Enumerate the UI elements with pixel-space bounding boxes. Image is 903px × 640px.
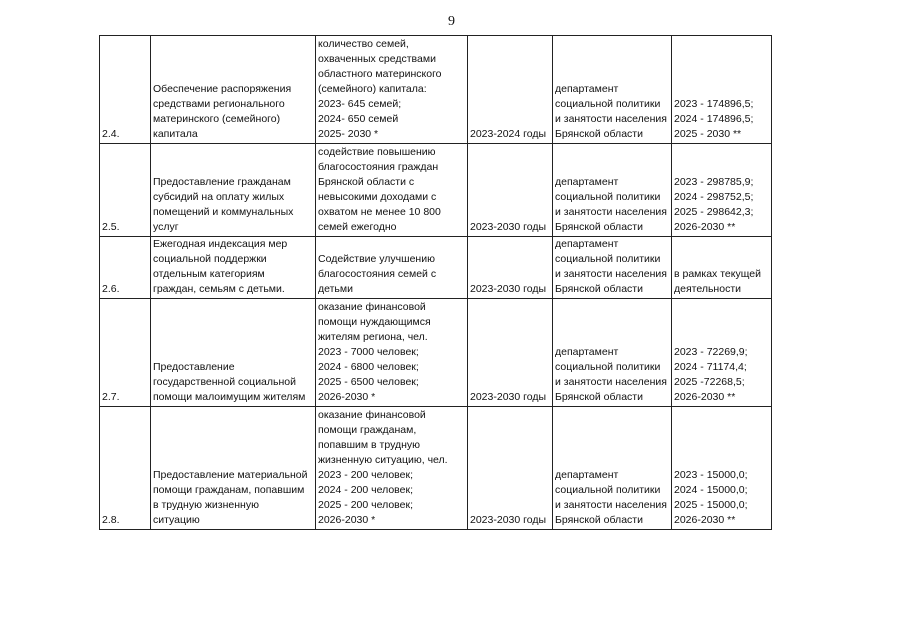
table-row [100, 407, 772, 530]
row-number: 2.6. [100, 237, 151, 299]
responsible: департамент социальной политики и занятости населения Брянской области [553, 299, 672, 407]
period: 2023-2024 годы [468, 36, 553, 144]
measure-name: Обеспечение распоряжения средствами регионального материнского (семейного) капитала [151, 36, 316, 144]
row-number: 2.5. [100, 144, 151, 237]
indicator: оказание финансовой помощи нуждающимся жителям региона, чел. 2023 - 7000 человек; 2024 - 6800 человек; 2025 - 6500 человек; 2026-2030 * [316, 299, 468, 407]
measures-table [99, 35, 772, 530]
row-number: 2.8. [100, 407, 151, 530]
indicator: Содействие улучшению благосостояния семей с детьми [316, 237, 468, 299]
period: 2023-2030 годы [468, 407, 553, 530]
measure-name: Предоставление государственной социальной помощи малоимущим жителям [151, 299, 316, 407]
page-number: 9 [448, 14, 455, 29]
period: 2023-2030 годы [468, 144, 553, 237]
row-number: 2.7. [100, 299, 151, 407]
table-row [100, 237, 772, 299]
measure-name: Предоставление гражданам субсидий на оплату жилых помещений и коммунальных услуг [151, 144, 316, 237]
indicator: содействие повышению благосостояния граждан Брянской области с невысокими доходами с охватом не менее 10 800 семей ежегодно [316, 144, 468, 237]
responsible: департамент социальной политики и занятости населения Брянской области [553, 144, 672, 237]
indicator: количество семей, охваченных средствами областного материнского (семейного) капитала: 2023- 645 семей; 2024- 650 семей 2025- 2030 * [316, 36, 468, 144]
measure-name: Предоставление материальной помощи гражданам, попавшим в трудную жизненную ситуацию [151, 407, 316, 530]
responsible: департамент социальной политики и занятости населения Брянской области [553, 36, 672, 144]
period: 2023-2030 годы [468, 299, 553, 407]
period: 2023-2030 годы [468, 237, 553, 299]
measure-name: Ежегодная индексация мер социальной поддержки отдельным категориям граждан, семьям с детьми. [151, 237, 316, 299]
table-row [100, 36, 772, 144]
funding: 2023 - 15000,0; 2024 - 15000,0; 2025 - 15000,0; 2026-2030 ** [672, 407, 772, 530]
funding: 2023 - 174896,5; 2024 - 174896,5; 2025 - 2030 ** [672, 36, 772, 144]
responsible: департамент социальной политики и занятости населения Брянской области [553, 237, 672, 299]
responsible: департамент социальной политики и занятости населения Брянской области [553, 407, 672, 530]
indicator: оказание финансовой помощи гражданам, попавшим в трудную жизненную ситуацию, чел. 2023 - 200 человек; 2024 - 200 человек; 2025 - 200 человек; 2026-2030 * [316, 407, 468, 530]
funding: 2023 - 72269,9; 2024 - 71174,4; 2025 -72268,5; 2026-2030 ** [672, 299, 772, 407]
table-row [100, 144, 772, 237]
funding: 2023 - 298785,9; 2024 - 298752,5; 2025 - 298642,3; 2026-2030 ** [672, 144, 772, 237]
table-row [100, 299, 772, 407]
row-number: 2.4. [100, 36, 151, 144]
funding: в рамках текущей деятельности [672, 237, 772, 299]
